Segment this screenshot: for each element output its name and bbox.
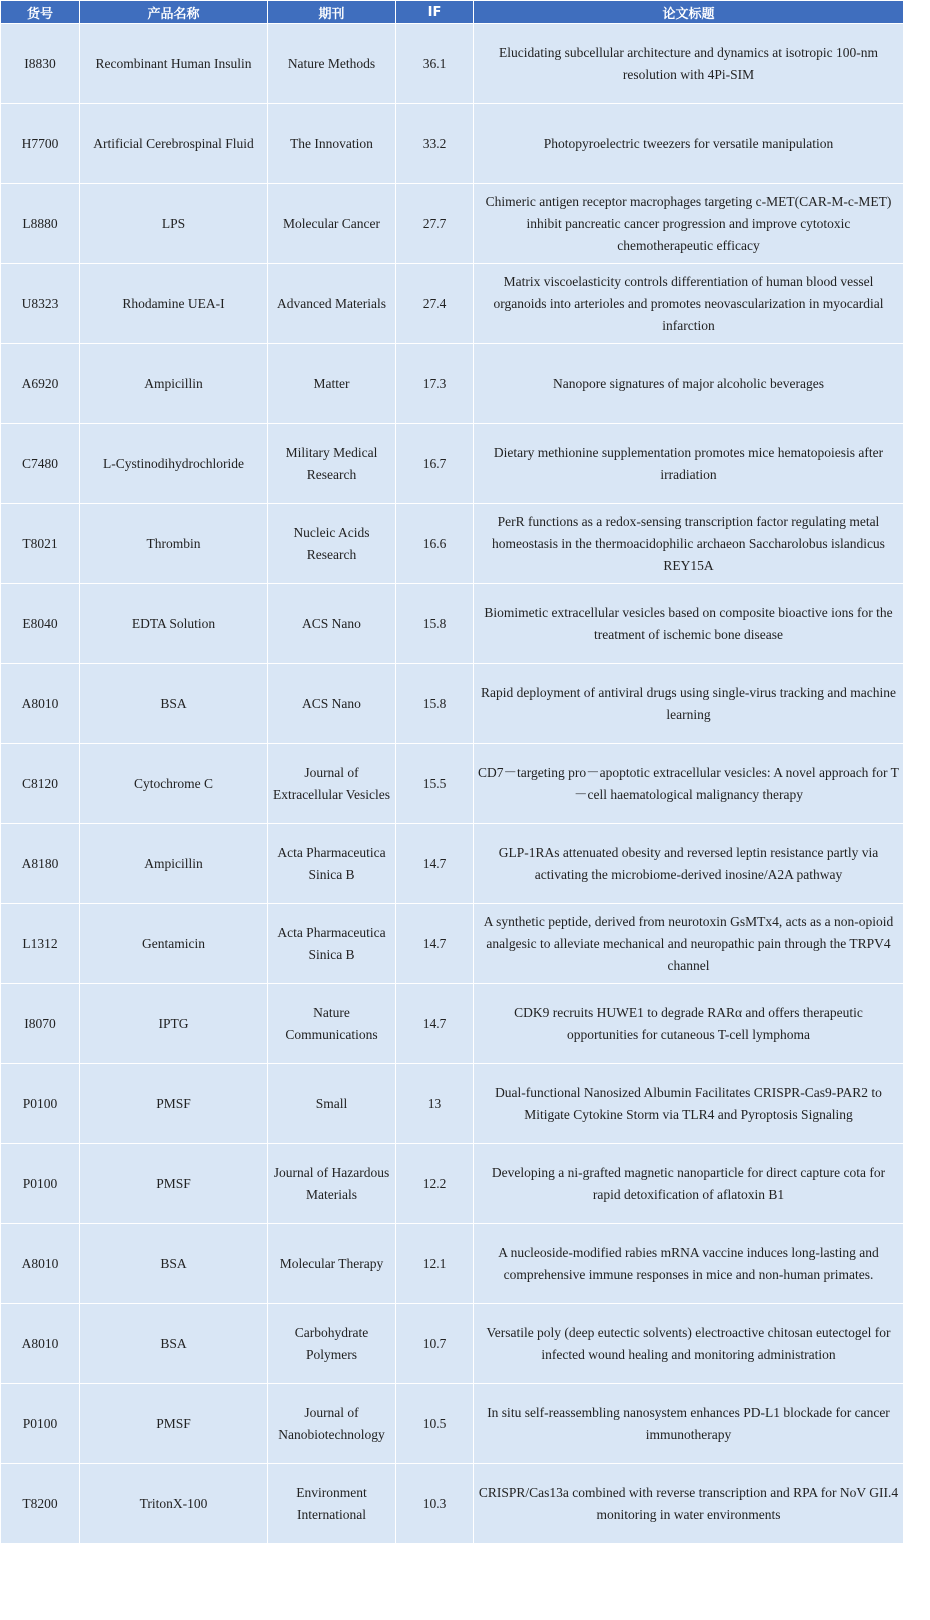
cell-product-name: TritonX-100 bbox=[80, 1464, 268, 1544]
cell-paper-title: Chimeric antigen receptor macrophages targeting c-MET(CAR-M-c-MET) inhibit pancreatic cancer progression and improve cytotoxic chemotherapeutic efficacy bbox=[474, 184, 904, 264]
cell-paper-title: CDK9 recruits HUWE1 to degrade RARα and offers therapeutic opportunities for cutaneous T-cell lymphoma bbox=[474, 984, 904, 1064]
cell-impact-factor: 33.2 bbox=[396, 104, 474, 184]
cell-journal: ACS Nano bbox=[268, 664, 396, 744]
cell-catalog-number: I8830 bbox=[1, 24, 80, 104]
cell-impact-factor: 36.1 bbox=[396, 24, 474, 104]
cell-paper-title: Biomimetic extracellular vesicles based on composite bioactive ions for the treatment of ischemic bone disease bbox=[474, 584, 904, 664]
table-row bbox=[1, 504, 904, 584]
cell-journal: Journal of Hazardous Materials bbox=[268, 1144, 396, 1224]
cell-paper-title: Nanopore signatures of major alcoholic beverages bbox=[474, 344, 904, 424]
cell-catalog-number: A8010 bbox=[1, 1304, 80, 1384]
cell-journal: Molecular Cancer bbox=[268, 184, 396, 264]
cell-product-name: EDTA Solution bbox=[80, 584, 268, 664]
cell-catalog-number: U8323 bbox=[1, 264, 80, 344]
cell-journal: Advanced Materials bbox=[268, 264, 396, 344]
cell-product-name: BSA bbox=[80, 664, 268, 744]
cell-paper-title: GLP-1RAs attenuated obesity and reversed leptin resistance partly via activating the microbiome-derived inosine/A2A pathway bbox=[474, 824, 904, 904]
table-row bbox=[1, 824, 904, 904]
cell-paper-title: CD7－targeting pro－apoptotic extracellular vesicles: A novel approach for T－cell haematological malignancy therapy bbox=[474, 744, 904, 824]
cell-catalog-number: C8120 bbox=[1, 744, 80, 824]
cell-journal: The Innovation bbox=[268, 104, 396, 184]
cell-product-name: Cytochrome C bbox=[80, 744, 268, 824]
cell-catalog-number: A8180 bbox=[1, 824, 80, 904]
cell-product-name: PMSF bbox=[80, 1144, 268, 1224]
table-row bbox=[1, 184, 904, 264]
cell-impact-factor: 14.7 bbox=[396, 824, 474, 904]
cell-impact-factor: 27.7 bbox=[396, 184, 474, 264]
header-journal: 期刊 bbox=[268, 1, 396, 24]
cell-impact-factor: 16.6 bbox=[396, 504, 474, 584]
cell-paper-title: Dual-functional Nanosized Albumin Facilitates CRISPR-Cas9-PAR2 to Mitigate Cytokine Storm via TLR4 and Pyroptosis Signaling bbox=[474, 1064, 904, 1144]
cell-journal: Matter bbox=[268, 344, 396, 424]
cell-paper-title: A synthetic peptide, derived from neurotoxin GsMTx4, acts as a non-opioid analgesic to alleviate mechanical and neuropathic pain through the TRPV4 channel bbox=[474, 904, 904, 984]
cell-product-name: Recombinant Human Insulin bbox=[80, 24, 268, 104]
cell-journal: Molecular Therapy bbox=[268, 1224, 396, 1304]
cell-journal: Nature Communications bbox=[268, 984, 396, 1064]
cell-product-name: PMSF bbox=[80, 1384, 268, 1464]
cell-product-name: BSA bbox=[80, 1224, 268, 1304]
table-row bbox=[1, 104, 904, 184]
cell-catalog-number: L1312 bbox=[1, 904, 80, 984]
table-row bbox=[1, 1064, 904, 1144]
cell-catalog-number: H7700 bbox=[1, 104, 80, 184]
cell-catalog-number: P0100 bbox=[1, 1144, 80, 1224]
cell-journal: Small bbox=[268, 1064, 396, 1144]
cell-catalog-number: C7480 bbox=[1, 424, 80, 504]
cell-impact-factor: 13 bbox=[396, 1064, 474, 1144]
cell-catalog-number: T8021 bbox=[1, 504, 80, 584]
cell-journal: Journal of Nanobiotechnology bbox=[268, 1384, 396, 1464]
cell-impact-factor: 15.8 bbox=[396, 584, 474, 664]
cell-catalog-number: P0100 bbox=[1, 1064, 80, 1144]
cell-impact-factor: 14.7 bbox=[396, 904, 474, 984]
cell-product-name: IPTG bbox=[80, 984, 268, 1064]
cell-product-name: Artificial Cerebrospinal Fluid bbox=[80, 104, 268, 184]
cell-impact-factor: 12.2 bbox=[396, 1144, 474, 1224]
table-row bbox=[1, 744, 904, 824]
cell-catalog-number: L8880 bbox=[1, 184, 80, 264]
cell-product-name: Rhodamine UEA-I bbox=[80, 264, 268, 344]
cell-catalog-number: P0100 bbox=[1, 1384, 80, 1464]
cell-journal: ACS Nano bbox=[268, 584, 396, 664]
cell-product-name: LPS bbox=[80, 184, 268, 264]
cell-paper-title: Photopyroelectric tweezers for versatile manipulation bbox=[474, 104, 904, 184]
cell-impact-factor: 27.4 bbox=[396, 264, 474, 344]
cell-paper-title: Matrix viscoelasticity controls differentiation of human blood vessel organoids into arterioles and promotes neovascularization in myocardial infarction bbox=[474, 264, 904, 344]
cell-journal: Acta Pharmaceutica Sinica B bbox=[268, 824, 396, 904]
cell-product-name: Ampicillin bbox=[80, 344, 268, 424]
header-paper-title: 论文标题 bbox=[474, 1, 904, 24]
cell-product-name: BSA bbox=[80, 1304, 268, 1384]
header-product-name: 产品名称 bbox=[80, 1, 268, 24]
cell-impact-factor: 12.1 bbox=[396, 1224, 474, 1304]
table-row bbox=[1, 984, 904, 1064]
cell-paper-title: Versatile poly (deep eutectic solvents) electroactive chitosan eutectogel for infected wound healing and monitoring administration bbox=[474, 1304, 904, 1384]
cell-journal: Journal of Extracellular Vesicles bbox=[268, 744, 396, 824]
table-row bbox=[1, 1224, 904, 1304]
cell-paper-title: Rapid deployment of antiviral drugs using single-virus tracking and machine learning bbox=[474, 664, 904, 744]
table-row bbox=[1, 584, 904, 664]
cell-impact-factor: 15.5 bbox=[396, 744, 474, 824]
cell-impact-factor: 10.3 bbox=[396, 1464, 474, 1544]
cell-catalog-number: I8070 bbox=[1, 984, 80, 1064]
cell-product-name: PMSF bbox=[80, 1064, 268, 1144]
cell-paper-title: Elucidating subcellular architecture and dynamics at isotropic 100-nm resolution with 4Pi-SIM bbox=[474, 24, 904, 104]
cell-impact-factor: 16.7 bbox=[396, 424, 474, 504]
cell-paper-title: In situ self-reassembling nanosystem enhances PD-L1 blockade for cancer immunotherapy bbox=[474, 1384, 904, 1464]
table-row bbox=[1, 904, 904, 984]
table-header bbox=[1, 1, 904, 24]
table-row bbox=[1, 24, 904, 104]
table-row bbox=[1, 1464, 904, 1544]
cell-product-name: L-Cystinodihydrochloride bbox=[80, 424, 268, 504]
cell-paper-title: A nucleoside-modified rabies mRNA vaccine induces long-lasting and comprehensive immune responses in mice and non-human primates. bbox=[474, 1224, 904, 1304]
cell-catalog-number: T8200 bbox=[1, 1464, 80, 1544]
cell-journal: Acta Pharmaceutica Sinica B bbox=[268, 904, 396, 984]
table-row bbox=[1, 264, 904, 344]
cell-impact-factor: 10.7 bbox=[396, 1304, 474, 1384]
cell-journal: Nucleic Acids Research bbox=[268, 504, 396, 584]
table-row bbox=[1, 424, 904, 504]
table-row bbox=[1, 1384, 904, 1464]
cell-impact-factor: 17.3 bbox=[396, 344, 474, 424]
cell-product-name: Gentamicin bbox=[80, 904, 268, 984]
cell-journal: Military Medical Research bbox=[268, 424, 396, 504]
cell-paper-title: Dietary methionine supplementation promotes mice hematopoiesis after irradiation bbox=[474, 424, 904, 504]
header-catalog-number: 货号 bbox=[1, 1, 80, 24]
cell-impact-factor: 15.8 bbox=[396, 664, 474, 744]
table-row bbox=[1, 1144, 904, 1224]
cell-product-name: Thrombin bbox=[80, 504, 268, 584]
table-row bbox=[1, 344, 904, 424]
header-impact-factor: IF bbox=[396, 1, 474, 24]
cell-journal: Environment International bbox=[268, 1464, 396, 1544]
cell-paper-title: PerR functions as a redox-sensing transcription factor regulating metal homeostasis in the thermoacidophilic archaeon Saccharolobus islandicus REY15A bbox=[474, 504, 904, 584]
cell-catalog-number: A8010 bbox=[1, 664, 80, 744]
cell-impact-factor: 10.5 bbox=[396, 1384, 474, 1464]
table-row bbox=[1, 1304, 904, 1384]
table-row bbox=[1, 664, 904, 744]
cell-journal: Carbohydrate Polymers bbox=[268, 1304, 396, 1384]
cell-impact-factor: 14.7 bbox=[396, 984, 474, 1064]
cell-catalog-number: E8040 bbox=[1, 584, 80, 664]
cell-paper-title: CRISPR/Cas13a combined with reverse transcription and RPA for NoV GII.4 monitoring in water environments bbox=[474, 1464, 904, 1544]
cell-paper-title: Developing a ni-grafted magnetic nanoparticle for direct capture cota for rapid detoxification of aflatoxin B1 bbox=[474, 1144, 904, 1224]
cell-product-name: Ampicillin bbox=[80, 824, 268, 904]
cell-journal: Nature Methods bbox=[268, 24, 396, 104]
cell-catalog-number: A8010 bbox=[1, 1224, 80, 1304]
table-body bbox=[1, 24, 904, 1544]
header-row bbox=[1, 1, 904, 24]
cell-catalog-number: A6920 bbox=[1, 344, 80, 424]
